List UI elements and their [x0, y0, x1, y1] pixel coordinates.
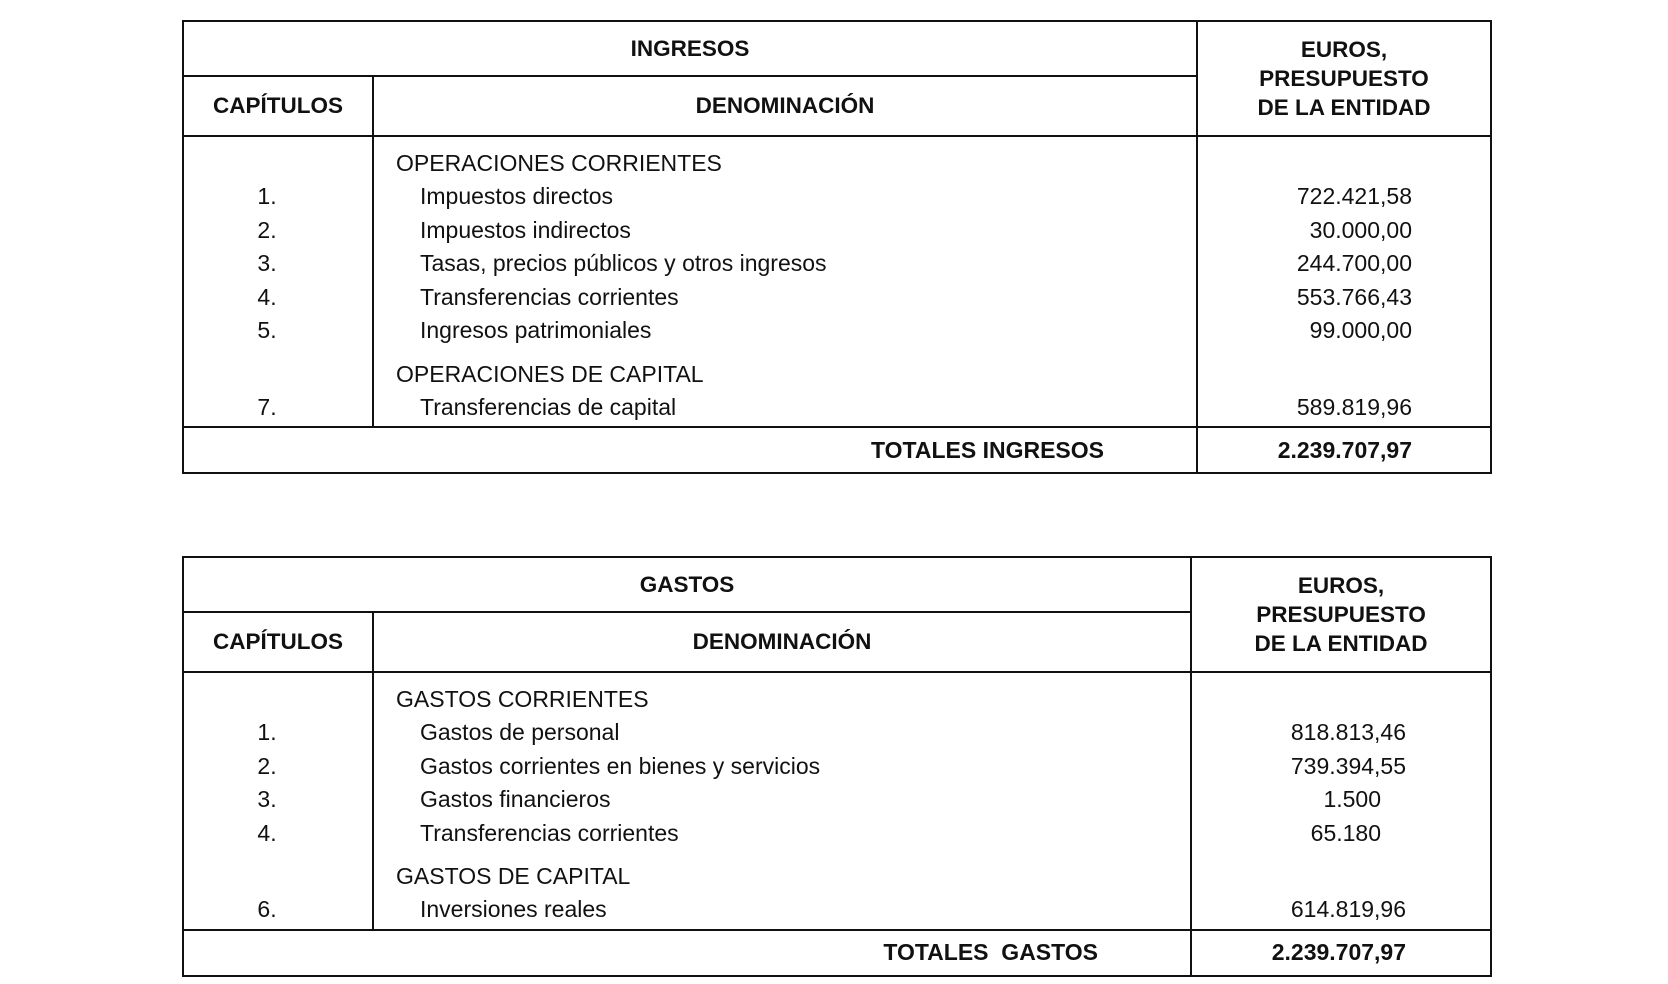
denominacion: Gastos financieros	[373, 783, 1191, 817]
capitulo-number: 3.	[183, 247, 373, 281]
euros-header-line-1: EUROS,	[1300, 37, 1388, 62]
amount: 244.700,00	[1197, 247, 1491, 281]
table-row	[183, 281, 1491, 315]
capitulo-number: 4.	[183, 817, 373, 851]
group-title: GASTOS DE CAPITAL	[373, 850, 1191, 893]
table-row	[183, 180, 1491, 214]
capitulo-number: 2.	[183, 750, 373, 784]
table-row	[183, 893, 1491, 930]
gastos-euros-header	[1191, 557, 1491, 672]
euros-header-line-3: DE LA ENTIDAD	[1257, 95, 1431, 120]
table-row	[183, 214, 1491, 248]
gastos-section-title: GASTOS	[183, 557, 1191, 612]
capitulo-number: 1.	[183, 180, 373, 214]
gastos-denominacion-header: DENOMINACIÓN	[373, 612, 1191, 672]
denominacion: Impuestos directos	[373, 180, 1197, 214]
amount: 99.000,00	[1197, 314, 1491, 348]
denominacion: Gastos corrientes en bienes y servicios	[373, 750, 1191, 784]
table-row	[183, 750, 1491, 784]
denominacion: Impuestos indirectos	[373, 214, 1197, 248]
table-row	[183, 817, 1491, 851]
total-label: TOTALES GASTOS	[183, 930, 1191, 976]
capitulo-number: 2.	[183, 214, 373, 248]
euros-header-line-3: DE LA ENTIDAD	[1254, 631, 1428, 656]
ingresos-group-row	[183, 136, 1491, 180]
gastos-group-row	[183, 672, 1491, 716]
table-row	[183, 391, 1491, 428]
denominacion: Inversiones reales	[373, 893, 1191, 930]
ingresos-total-row	[183, 427, 1491, 473]
amount: 614.819,96	[1191, 893, 1491, 930]
total-amount: 2.239.707,97	[1197, 427, 1491, 473]
amount: 30.000,00	[1197, 214, 1491, 248]
amount: 722.421,58	[1197, 180, 1491, 214]
table-row	[183, 783, 1491, 817]
total-amount: 2.239.707,97	[1191, 930, 1491, 976]
amount: 739.394,55	[1191, 750, 1491, 784]
amount: 589.819,96	[1197, 391, 1491, 428]
capitulo-number: 1.	[183, 716, 373, 750]
total-label: TOTALES INGRESOS	[183, 427, 1197, 473]
table-row	[183, 247, 1491, 281]
capitulo-number: 5.	[183, 314, 373, 348]
group-title: OPERACIONES CORRIENTES	[373, 136, 1197, 180]
denominacion: Transferencias corrientes	[373, 817, 1191, 851]
denominacion: Transferencias de capital	[373, 391, 1197, 428]
capitulo-number: 7.	[183, 391, 373, 428]
gastos-total-row	[183, 930, 1491, 976]
amount: 1.500	[1191, 783, 1491, 817]
ingresos-section-title: INGRESOS	[183, 21, 1197, 76]
amount: 65.180	[1191, 817, 1491, 851]
ingresos-denominacion-header: DENOMINACIÓN	[373, 76, 1197, 136]
capitulo-number: 6.	[183, 893, 373, 930]
denominacion: Ingresos patrimoniales	[373, 314, 1197, 348]
gastos-table	[182, 556, 1492, 977]
gastos-group-row	[183, 850, 1491, 893]
ingresos-capitulos-header: CAPÍTULOS	[183, 76, 373, 136]
ingresos-euros-header	[1197, 21, 1491, 136]
gastos-capitulos-header: CAPÍTULOS	[183, 612, 373, 672]
amount: 818.813,46	[1191, 716, 1491, 750]
amount: 553.766,43	[1197, 281, 1491, 315]
group-title: OPERACIONES DE CAPITAL	[373, 348, 1197, 391]
ingresos-group-row	[183, 348, 1491, 391]
ingresos-table	[182, 20, 1492, 474]
euros-header-line-2: PRESUPUESTO	[1259, 66, 1429, 91]
capitulo-number: 4.	[183, 281, 373, 315]
table-row	[183, 716, 1491, 750]
euros-header-line-2: PRESUPUESTO	[1256, 602, 1426, 627]
group-title: GASTOS CORRIENTES	[373, 672, 1191, 716]
table-row	[183, 314, 1491, 348]
denominacion: Tasas, precios públicos y otros ingresos	[373, 247, 1197, 281]
denominacion: Transferencias corrientes	[373, 281, 1197, 315]
capitulo-number: 3.	[183, 783, 373, 817]
denominacion: Gastos de personal	[373, 716, 1191, 750]
euros-header-line-1: EUROS,	[1297, 573, 1385, 598]
